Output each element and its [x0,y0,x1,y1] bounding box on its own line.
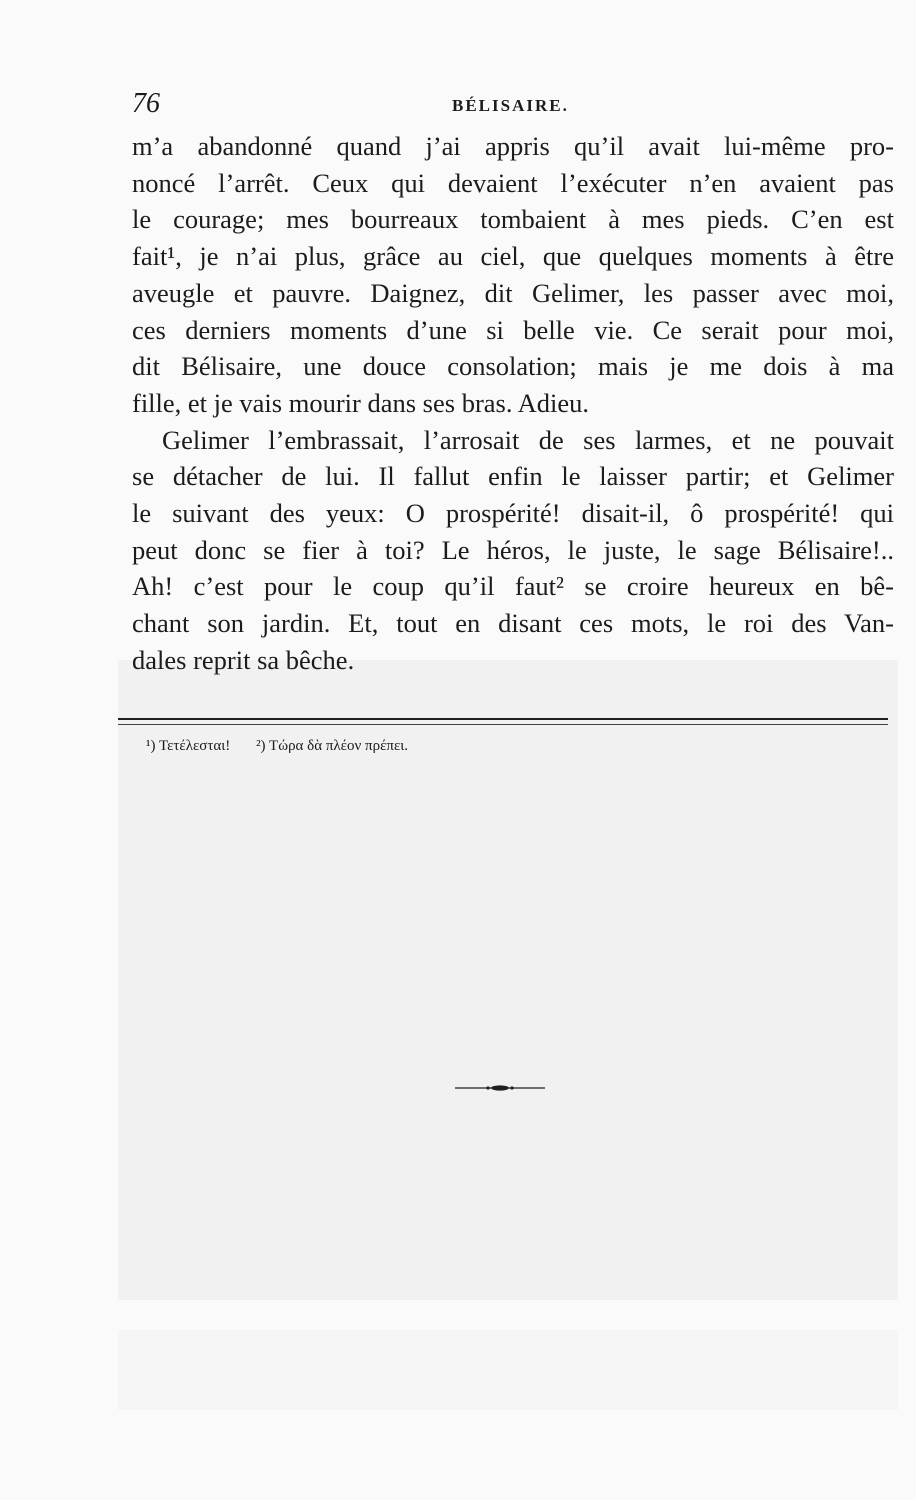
page-number: 76 [132,88,160,119]
footnote-1: ¹) Τετέλεσται! [146,738,231,754]
text-line: Gelimer l’embrassait, l’arrosait de ses larmes, et ne pouvait [162,424,894,455]
text-line: fille, et je vais mourir dans ses bras. Adieu. [132,387,590,418]
running-title: BÉLISAIRE. [452,96,569,115]
fleuron-ornament [455,1084,545,1092]
text-line: fait¹, je n’ai plus, grâce au ciel, que quelques moments à être [132,241,894,272]
body-text [132,128,894,679]
text-line: chant son jardin. Et, tout en disant ces mots, le roi des Van- [132,608,894,639]
text-line: aveugle et pauvre. Daignez, dit Gelimer, les passer avec moi, [132,277,894,308]
text-line: le courage; mes bourreaux tombaient à mes pieds. C’en est [132,204,894,235]
text-line: peut donc se fier à toi? Le héros, le juste, le sage Bélisaire!.. [132,534,894,565]
footnote-rule-thin [118,724,888,725]
text-line: dales reprit sa bêche. [132,644,355,675]
text-line: le suivant des yeux: O prospérité! disait-il, ô prospérité! qui [132,498,894,529]
text-line: ces derniers moments d’une si belle vie. Ce serait pour moi, [132,314,894,345]
footnote-2: ²) Τώρα δὰ πλέον πρέπει. [256,738,409,754]
text-line: Ah! c’est pour le coup qu’il faut² se croire heureux en bê- [132,571,894,602]
text-line: m’a abandonné quand j’ai appris qu’il avait lui-même pro- [132,131,894,161]
footnotes [146,738,430,755]
footnote-rule [118,718,888,720]
page-header [132,88,894,122]
text-line: se détacher de lui. Il fallut enfin le laisser partir; et Gelimer [132,461,894,492]
text-line: dit Bélisaire, une douce consolation; mais je me dois à ma [132,351,894,382]
text-line: noncé l’arrêt. Ceux qui devaient l’exécuter n’en avaient pas [132,167,894,198]
